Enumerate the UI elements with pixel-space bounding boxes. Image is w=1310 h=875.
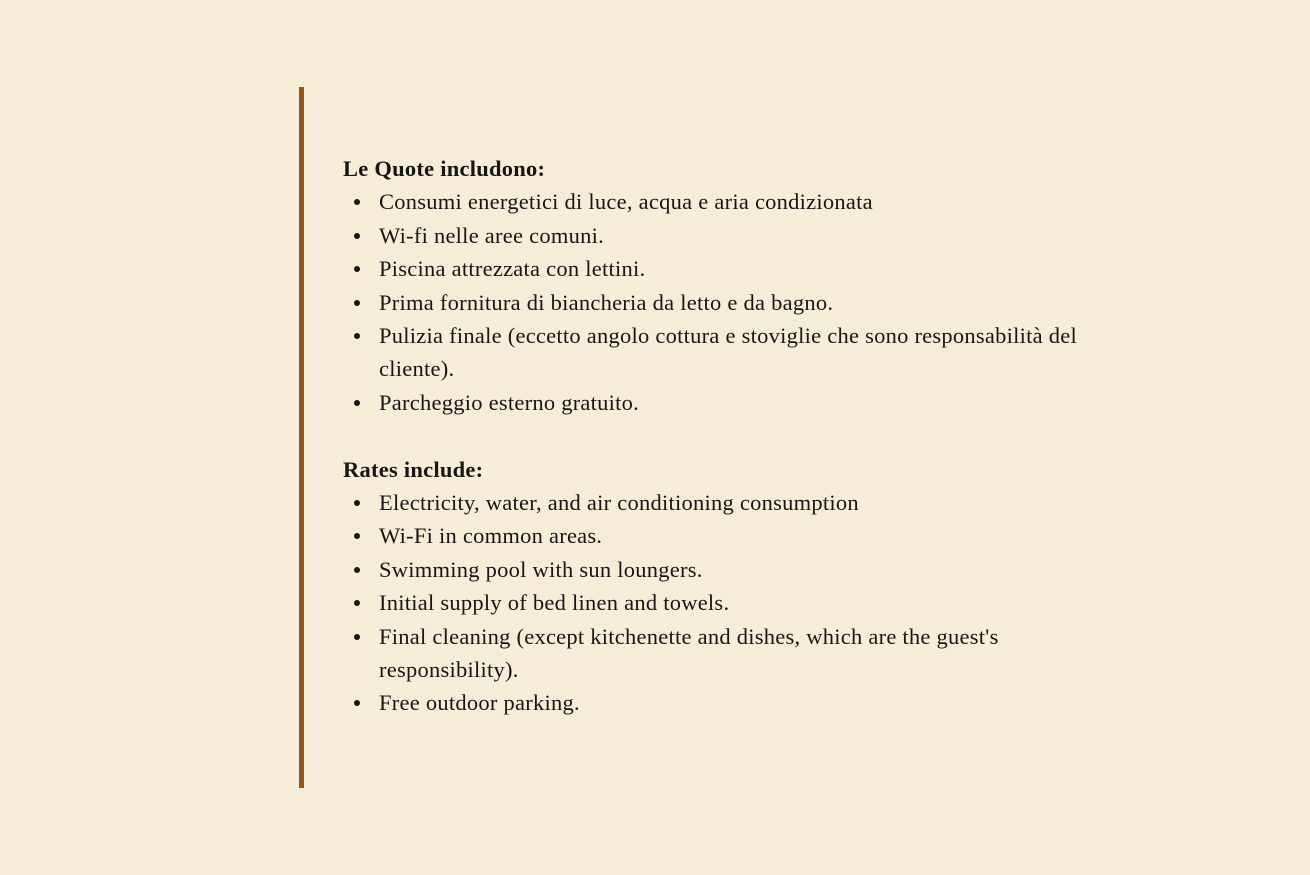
list-item: Piscina attrezzata con lettini.	[343, 252, 1103, 285]
section-spacer	[343, 419, 1103, 452]
list-item: Prima fornitura di biancheria da letto e da bagno.	[343, 286, 1103, 319]
list-item: Electricity, water, and air conditioning consumption	[343, 486, 1103, 519]
list-item: Final cleaning (except kitchenette and dishes, which are the guest's responsibility).	[343, 620, 1103, 687]
included-list-english	[343, 486, 1103, 720]
list-item: Wi-Fi in common areas.	[343, 519, 1103, 552]
list-item: Parcheggio esterno gratuito.	[343, 386, 1103, 419]
list-item: Initial supply of bed linen and towels.	[343, 586, 1103, 619]
section-heading-italian: Le Quote includono:	[343, 156, 546, 181]
list-item: Consumi energetici di luce, acqua e aria condizionata	[343, 185, 1103, 218]
accent-bar	[299, 87, 304, 788]
list-item: Free outdoor parking.	[343, 686, 1103, 719]
list-item: Pulizia finale (eccetto angolo cottura e stoviglie che sono responsabilità del cliente).	[343, 319, 1103, 386]
included-list-italian	[343, 185, 1103, 419]
section-heading-english: Rates include:	[343, 456, 484, 482]
list-item: Swimming pool with sun loungers.	[343, 553, 1103, 586]
rates-info-block	[343, 152, 1103, 720]
list-item: Wi-fi nelle aree comuni.	[343, 219, 1103, 252]
